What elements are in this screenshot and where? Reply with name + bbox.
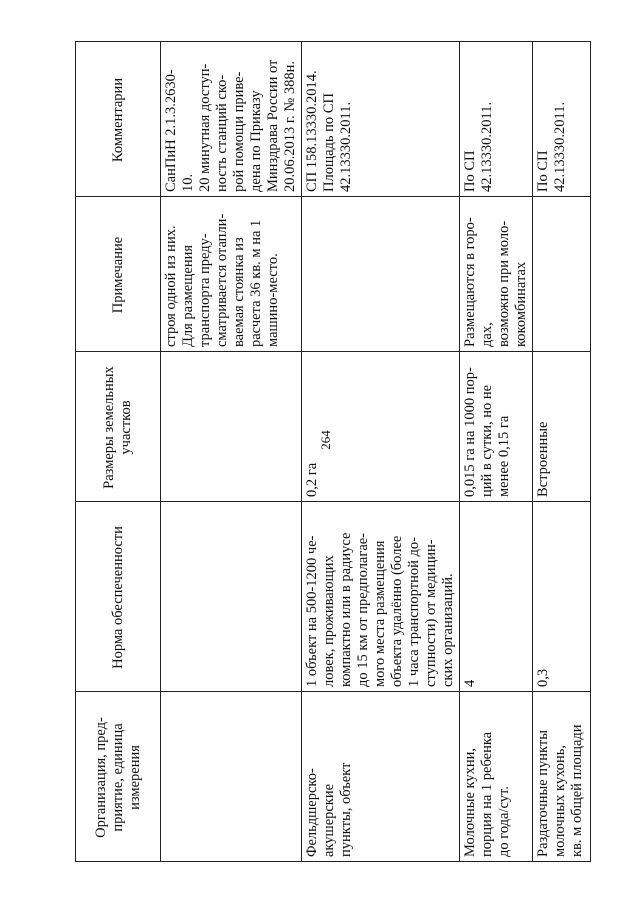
cell-note [302, 197, 460, 352]
table-row [161, 42, 302, 862]
header-organization: Организация, пред-приятие, единица измерения [76, 692, 161, 862]
cell-organization [161, 692, 302, 862]
cell-note: Размещаются в горо- дах, возможно при моло- кокомбинатах [460, 197, 533, 352]
header-note: Примечание [76, 197, 161, 352]
cell-land-size: 0,015 га на 1000 пор- ций в сутки, но не менее 0,15 га [460, 352, 533, 502]
cell-comments: По СП 42.13330.2011. [533, 42, 591, 197]
cell-organization: Раздаточные пункты молочных кухонь, кв. м общей площади [533, 692, 591, 862]
cell-land-size [161, 352, 302, 502]
cell-land-size: Встроенные [533, 352, 591, 502]
cell-comments: СанПиН 2.1.3.2630- 10. 20 минутная доступ- ность станций ско- рой помощи приве- дена по Приказу Минздрава России от 20.06.2013 г. № 388н. [161, 42, 302, 197]
cell-note: строя одной из них. Для размещения транспорта преду- сматривается отапли- ваемая стоянка из расчета 36 кв. м на 1 машино-место. [161, 197, 302, 352]
cell-norm: 4 [460, 502, 533, 692]
cell-land-size: 0,2 га [302, 352, 460, 502]
table-header-row [76, 42, 161, 862]
rotated-table-container [75, 42, 585, 862]
header-comments: Комментарии [76, 42, 161, 197]
table-row [533, 42, 591, 862]
header-land-size: Размеры земельных участков [76, 352, 161, 502]
cell-norm [161, 502, 302, 692]
table-row [460, 42, 533, 862]
header-norm: Норма обеспеченности [76, 502, 161, 692]
cell-comments: СП 158.13330.2014. Площадь по СП 42.13330.2011. [302, 42, 460, 197]
cell-norm: 0,3 [533, 502, 591, 692]
cell-note [533, 197, 591, 352]
cell-organization: Молочные кухни, порция на 1 ребенка до года/сут. [460, 692, 533, 862]
cell-norm: 1 объект на 500-1200 че- ловек, проживающих компактно или в радиусе до 15 км от предполагае- мого места размещения объекта удалённо (более 1 часа транспортной до- ступности) от медицин- ских организаций. [302, 502, 460, 692]
cell-organization: Фельдшерско- акушерские пункты, объект [302, 692, 460, 862]
cell-comments: По СП 42.13330.2011. [460, 42, 533, 197]
page-number: 264 [318, 430, 333, 450]
